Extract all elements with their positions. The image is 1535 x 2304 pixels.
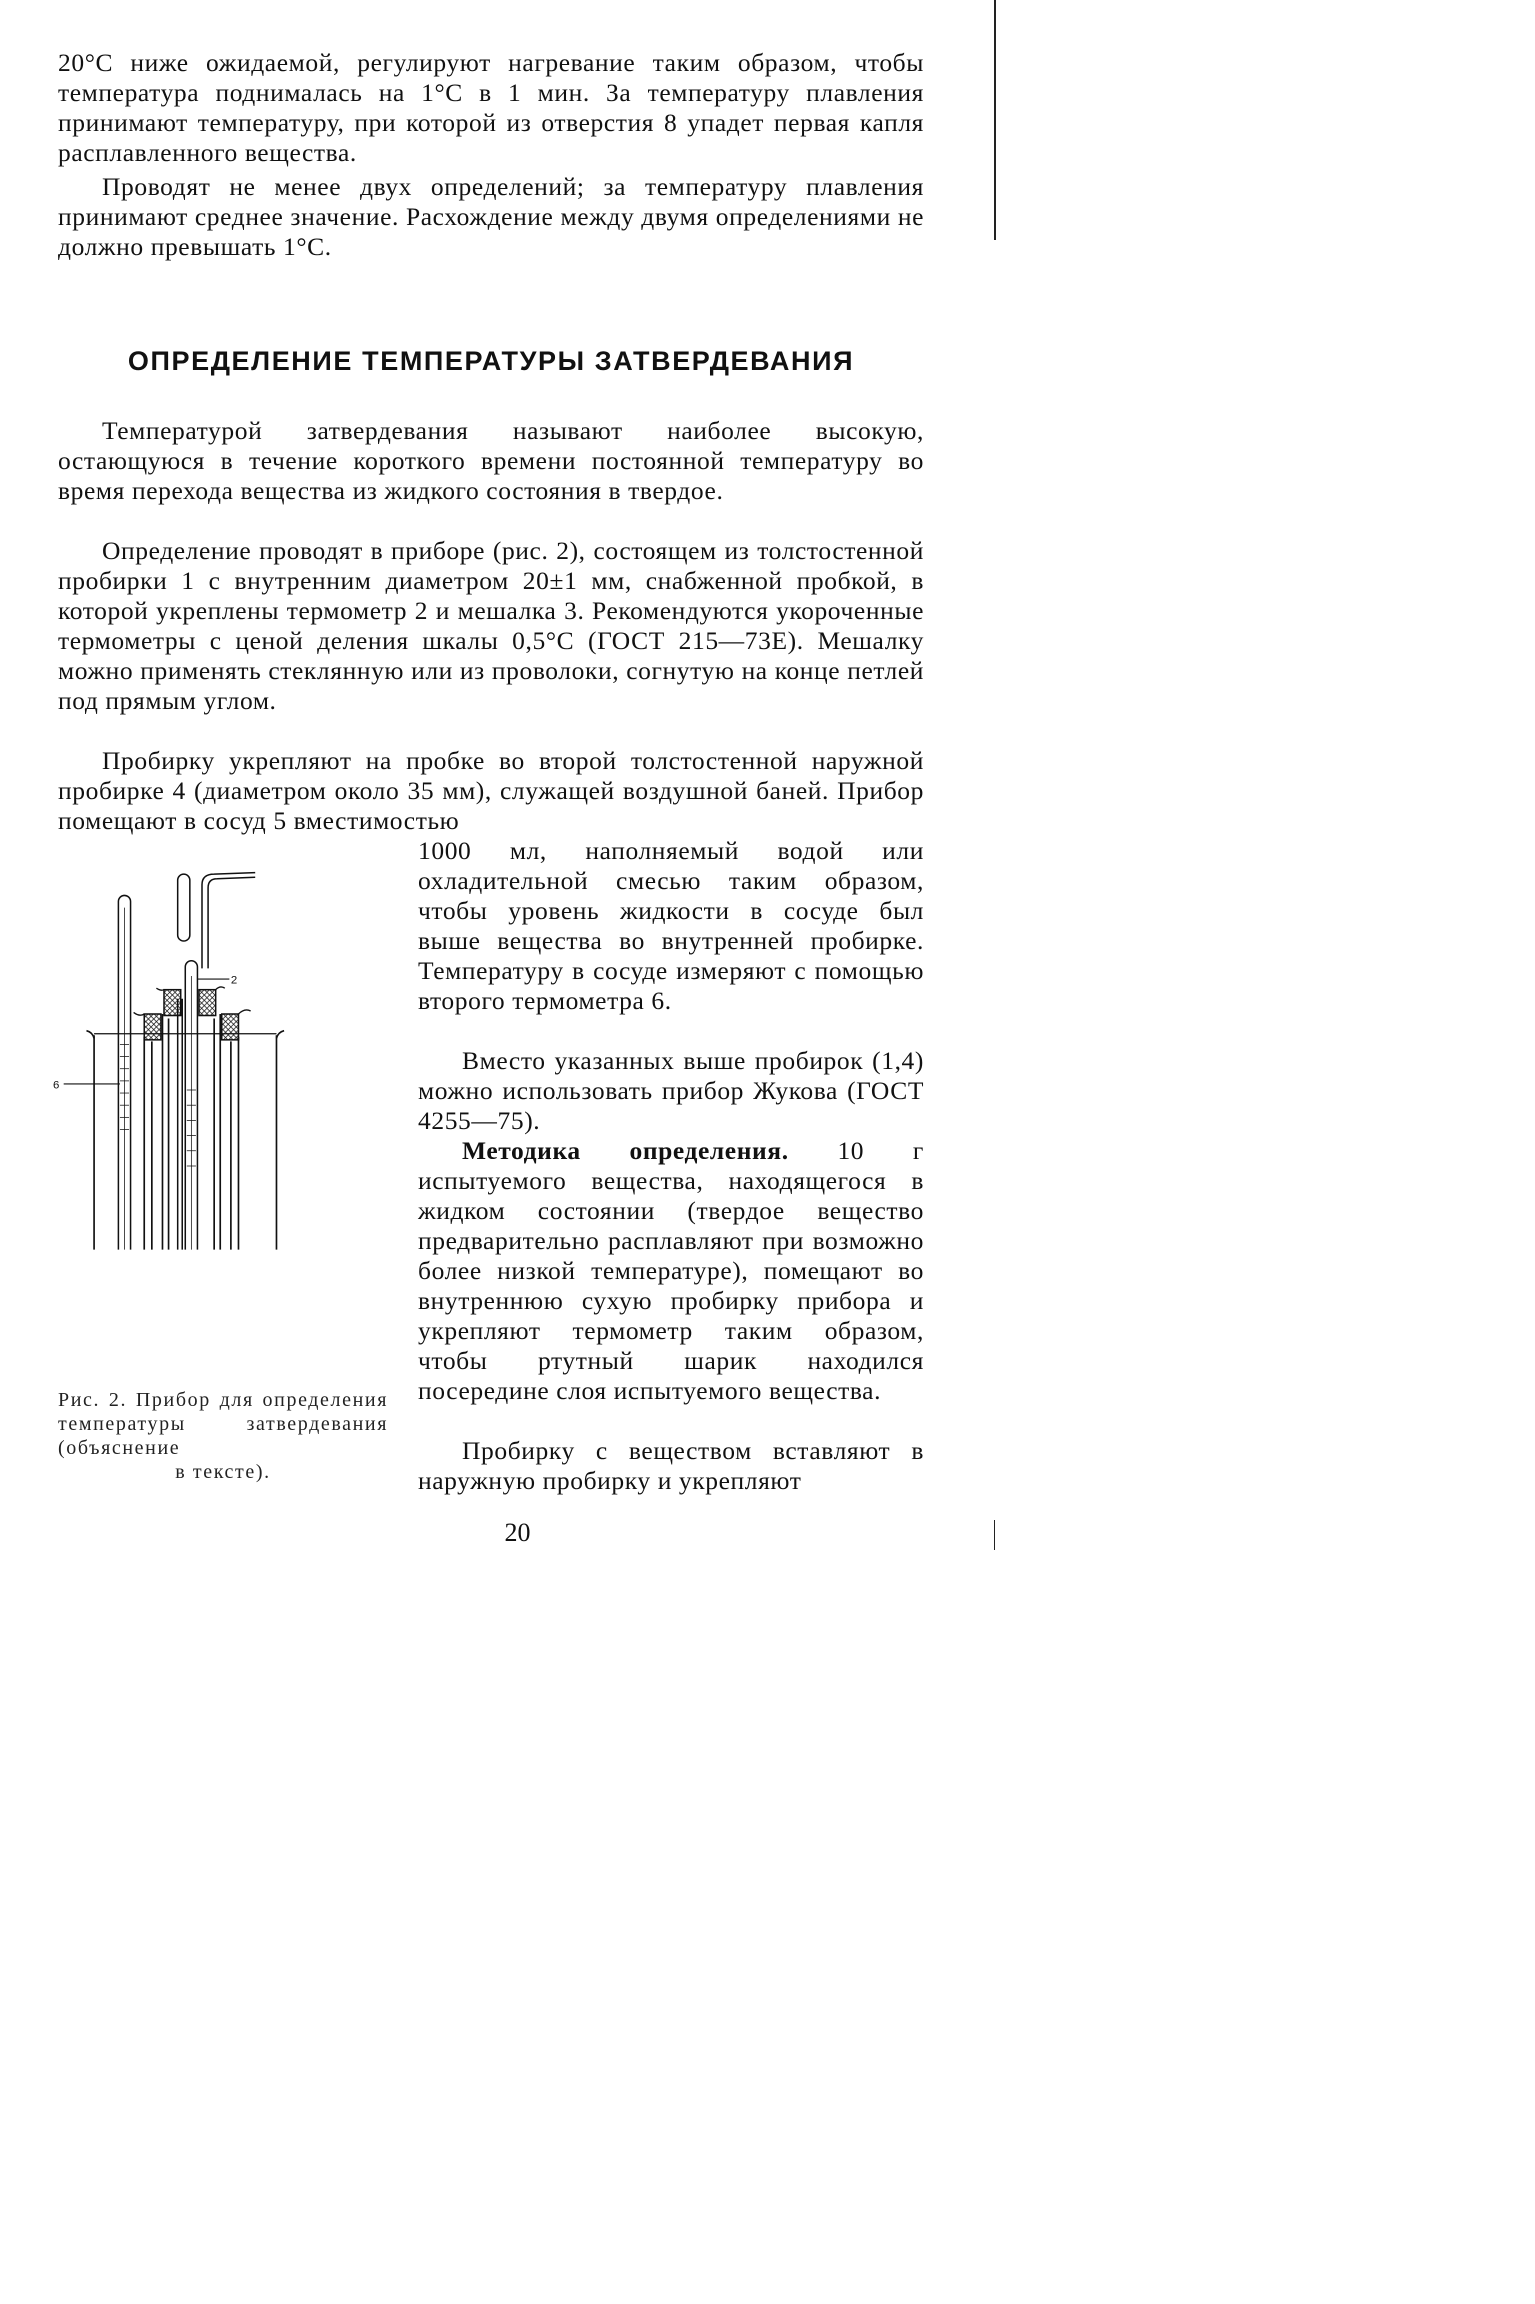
method-text: 10 г испытуемого вещества, находящегося в жидком состоянии (твердое вещество предварительно расплавляют при возможно более низкой температуре), помещают во внутреннюю сухую пробирку прибора и укрепляют термометр таким образом, чтобы ртутный шарик находился посередине слоя испытуемого вещества. xyxy=(418,1136,924,1405)
thermometer-6 xyxy=(118,895,130,1249)
spare-thermometer xyxy=(178,874,190,941)
paragraph-vessel: 1000 мл, наполняемый водой или охладительной смесью таким образом, чтобы уровень жидкости в сосуде был выше вещества во внутренней пробирке. Температуру в сосуде измеряют с помощью второго термометра 6. xyxy=(418,836,924,1015)
method-title: Методика определения. xyxy=(462,1136,789,1165)
figure-caption xyxy=(58,1388,388,1484)
paragraph-outer-tube: Пробирку укрепляют на пробке во второй толстостенной наружной пробирке 4 (диаметром около 35 мм), служащей воздушной баней. Прибор помещают в сосуд 5 вместимостью xyxy=(58,746,924,835)
outer-cork-left xyxy=(144,1014,161,1040)
paragraph-two-determinations: Проводят не менее двух определений; за температуру плавления принимают среднее значение. Расхождение между двумя определениями не должно превышать 1°С. xyxy=(58,172,924,261)
paragraph-method xyxy=(418,1136,924,1406)
apparatus-figure xyxy=(50,862,308,1250)
page-edge-mark xyxy=(994,0,996,240)
paragraph-definition: Температурой затвердевания называют наиболее высокую, остающуюся в течение короткого времени постоянной температуру во время перехода вещества из жидкого состояния в твердое. xyxy=(58,416,924,505)
inner-cork-right xyxy=(199,990,216,1016)
paragraph-zhukov-device: Вместо указанных выше пробирок (1,4) можно использовать прибор Жукова (ГОСТ 4255—75). xyxy=(418,1046,924,1135)
outer-cork-right xyxy=(222,1014,239,1040)
caption-text: Рис. 2. Прибор для определения температуры затвердевания (объяснение xyxy=(58,1389,388,1459)
caption-last-line: в тексте). xyxy=(175,1461,271,1483)
paragraph-apparatus: Определение проводят в приборе (рис. 2), состоящем из толстостенной пробирки 1 с внутренним диаметром 20±1 мм, снабженной пробкой, в которой укреплены термометр 2 и мешалка 3. Рекомендуются укороченные термометры с ценой деления шкалы 0,5°С (ГОСТ 215—73Е). Мешалку можно применять стеклянную или из проволоки, согнутую на конце петлей под прямым углом. xyxy=(58,536,924,715)
page-number: 20 xyxy=(504,1518,531,1547)
paragraph-insert-tube: Пробирку с веществом вставляют в наружную пробирку и укрепляют xyxy=(418,1436,924,1495)
label-2: 2 xyxy=(230,974,238,987)
stirrer-wire xyxy=(202,873,255,969)
label-6: 6 xyxy=(53,1079,60,1092)
paragraph-continuation: 20°С ниже ожидаемой, регулируют нагревание таким образом, чтобы температура поднималась на 1°С в 1 мин. За температуру плавления принимают температуру, при которой из отверстия 8 упадет первая капля расплавленного вещества. xyxy=(58,48,924,167)
section-heading: ОПРЕДЕЛЕНИЕ ТЕМПЕРАТУРЫ ЗАТВЕРДЕВАНИЯ xyxy=(127,346,855,376)
